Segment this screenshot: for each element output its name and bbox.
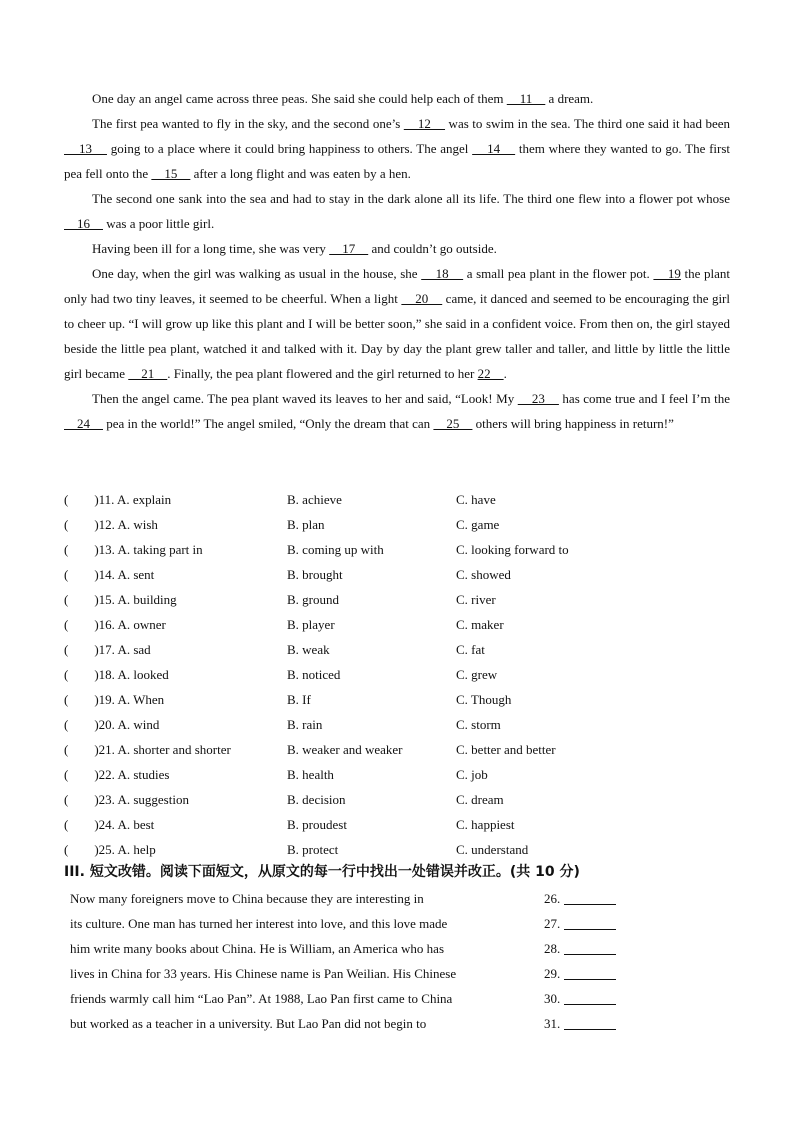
correction-line-text: but worked as a teacher in a university. But Lao Pan did not begin to [70,1016,427,1031]
answer-blank: 20 [401,291,443,306]
paragraph-6 [64,386,730,436]
passage-text: the plant only had two tiny leaves, it seemed to be cheerful. When a light [64,266,730,306]
option-c: C. grew [456,667,498,682]
option-row [64,537,730,562]
passage-text: Having been ill for a long time, she was very [92,241,330,256]
question-option-a: ( )21. A. shorter and shorter [64,742,231,757]
correction-line [70,886,630,911]
passage-text: a small pea plant in the flower pot. [463,266,654,281]
passage-text: . [503,366,507,381]
question-option-a: ( )15. A. building [64,592,177,607]
answer-slot [544,961,616,986]
error-correction-text [70,886,630,1036]
passage-text: . Finally, the pea plant flowered and the girl returned to her [167,366,478,381]
passage-text: has come true and I feel I’m the [558,391,730,406]
question-option-a: ( )24. A. best [64,817,155,832]
cloze-passage [64,86,730,436]
question-option-a: ( )23. A. suggestion [64,792,189,807]
option-b: B. If [287,692,311,707]
answer-blank: 18 [421,266,464,281]
option-row [64,562,730,587]
answer-line[interactable] [564,990,616,1005]
paragraph-2 [64,111,730,186]
passage-text: came, it danced and seemed to be encouraging the girl to cheer up. “I will grow up like this plant and I will be better soon,” she said in a confident voice. From then on, the girl stayed beside the little pea plant, watched it and talked with it. Day by day the plant grew taller and taller, and little by little the little girl became [64,291,731,381]
passage-text: after a long flight and was eaten by a hen. [190,166,411,181]
option-c: C. fat [456,642,485,657]
answer-slot [544,1011,616,1036]
passage-text: them where they wanted to go. The first pea fell onto the [64,141,731,181]
option-b: B. ground [287,592,339,607]
passage-text: The first pea wanted to fly in the sky, and the second one’s [92,116,404,131]
answer-blank: 21 [128,366,168,381]
answer-slot [544,911,616,936]
passage-text: and couldn’t go outside. [368,241,497,256]
question-option-a: ( )20. A. wind [64,717,160,732]
answer-blank: 22 [477,366,504,381]
answer-line[interactable] [564,965,616,980]
option-b: B. proudest [287,817,347,832]
answer-blank: 15 [151,166,191,181]
correction-line [70,936,630,961]
answer-blank: 14 [472,141,516,156]
paragraph-5 [64,261,730,386]
option-b: B. achieve [287,492,342,507]
option-b: B. coming up with [287,542,384,557]
answer-blank: 24 [64,416,103,431]
question-option-a: ( )17. A. sad [64,642,151,657]
option-row [64,612,730,637]
passage-text: others will bring happiness in return!” [472,416,674,431]
option-row [64,762,730,787]
answer-blank: 12 [403,116,446,131]
option-row [64,662,730,687]
option-row [64,837,730,862]
answer-number: 29. [544,966,561,981]
answer-number: 31. [544,1016,561,1031]
passage-text: One day, when the girl was walking as usual in the house, she [92,266,422,281]
option-c: C. maker [456,617,504,632]
correction-line-text: him write many books about China. He is William, an America who has [70,941,445,956]
passage-text: was a poor little girl. [103,216,215,231]
option-row [64,512,730,537]
passage-text: going to a place where it could bring happiness to others. The angel [106,141,473,156]
option-row [64,712,730,737]
paragraph-1 [64,86,730,111]
option-row [64,812,730,837]
option-row [64,787,730,812]
passage-text: pea in the world!” The angel smiled, “Only the dream that can [103,416,434,431]
paragraph-4 [64,236,730,261]
option-row [64,687,730,712]
option-c: C. have [456,492,496,507]
section-3-title: III. 短文改错。阅读下面短文，从原文的每一行中找出一处错误并改正。(共 10 分) [64,864,580,880]
option-c: C. showed [456,567,511,582]
option-b: B. health [287,767,334,782]
answer-line[interactable] [564,915,616,930]
answer-blank: 11 [506,91,546,106]
passage-text: The second one sank into the sea and had to stay in the dark alone all its life. The third one flew into a flower pot whose [92,191,730,206]
passage-text: Then the angel came. The pea plant waved its leaves to her and said, “Look! My [92,391,518,406]
option-b: B. rain [287,717,323,732]
option-c: C. Though [456,692,512,707]
answer-number: 28. [544,941,561,956]
correction-line [70,986,630,1011]
answer-blank: 17 [329,241,369,256]
question-option-a: ( )14. A. sent [64,567,155,582]
correction-line [70,911,630,936]
option-c: C. better and better [456,742,556,757]
question-option-a: ( )11. A. explain [64,492,172,507]
question-option-a: ( )19. A. When [64,692,165,707]
option-row [64,737,730,762]
answer-line[interactable] [564,890,616,905]
answer-number: 30. [544,991,561,1006]
answer-blank: 19 [653,266,681,281]
passage-text: a dream. [545,91,594,106]
answer-slot [544,936,616,961]
correction-line-text: its culture. One man has turned her interest into love, and this love made [70,916,448,931]
option-c: C. happiest [456,817,515,832]
option-c: C. looking forward to [456,542,569,557]
option-b: B. decision [287,792,346,807]
question-option-a: ( )13. A. taking part in [64,542,203,557]
option-row [64,587,730,612]
correction-line-text: lives in China for 33 years. His Chinese name is Pan Weilian. His Chinese [70,966,457,981]
option-b: B. plan [287,517,325,532]
correction-line-text: Now many foreigners move to China because they are interesting in [70,891,424,906]
answer-blank: 16 [64,216,103,231]
option-b: B. protect [287,842,339,857]
answer-blank: 25 [433,416,473,431]
answer-slot [544,986,616,1011]
option-c: C. storm [456,717,501,732]
passage-text: One day an angel came across three peas. She said she could help each of them [92,91,507,106]
option-b: B. weak [287,642,330,657]
answer-blank: 23 [517,391,559,406]
option-c: C. dream [456,792,504,807]
correction-line [70,961,630,986]
option-b: B. weaker and weaker [287,742,403,757]
option-c: C. understand [456,842,529,857]
option-c: C. game [456,517,500,532]
option-b: B. brought [287,567,343,582]
choice-options [64,487,730,862]
option-row [64,487,730,512]
answer-line[interactable] [564,940,616,955]
answer-number: 26. [544,891,561,906]
answer-slot [544,886,616,911]
answer-line[interactable] [564,1015,616,1030]
paragraph-3 [64,186,730,236]
correction-line [70,1011,630,1036]
option-b: B. player [287,617,335,632]
question-option-a: ( )12. A. wish [64,517,158,532]
question-option-a: ( )25. A. help [64,842,156,857]
option-row [64,637,730,662]
option-c: C. job [456,767,488,782]
option-c: C. river [456,592,496,607]
question-option-a: ( )22. A. studies [64,767,170,782]
question-option-a: ( )16. A. owner [64,617,166,632]
answer-blank: 13 [64,141,107,156]
correction-line-text: friends warmly call him “Lao Pan”. At 1988, Lao Pan first came to China [70,991,453,1006]
answer-number: 27. [544,916,561,931]
option-b: B. noticed [287,667,341,682]
question-option-a: ( )18. A. looked [64,667,169,682]
passage-text: was to swim in the sea. The third one said it had been [445,116,731,131]
